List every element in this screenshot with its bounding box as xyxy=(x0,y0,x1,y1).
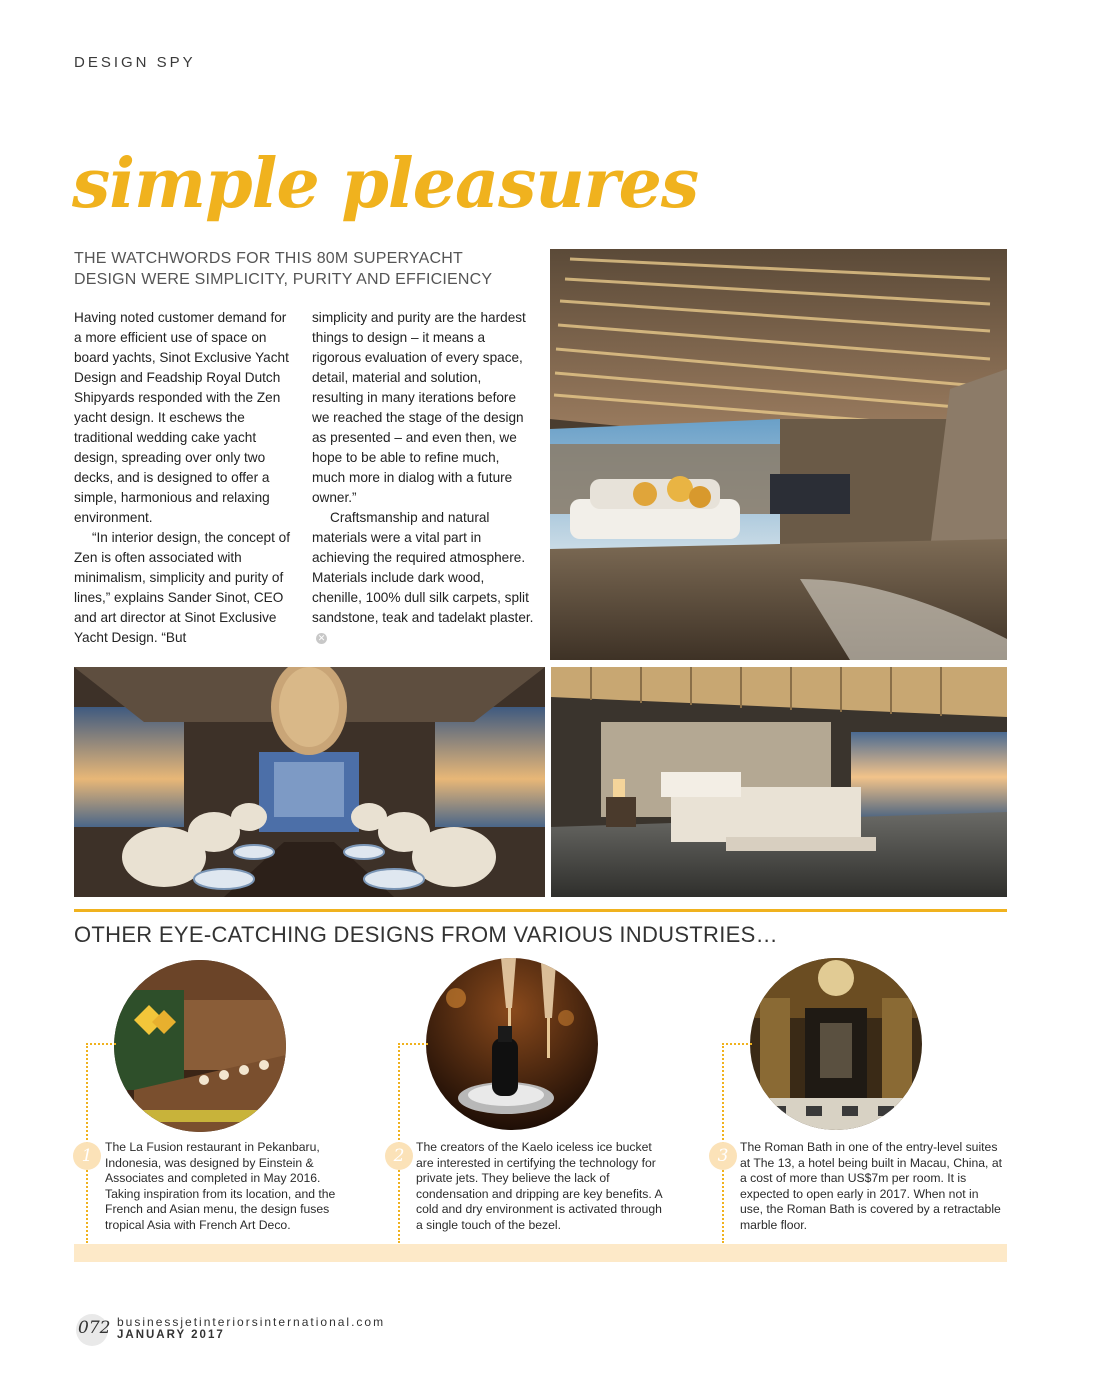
photo-la-fusion-restaurant xyxy=(114,960,286,1132)
issue-date: JANUARY 2017 xyxy=(117,1329,225,1341)
website-url: businessjetinteriorsinternational.com xyxy=(117,1315,386,1329)
footer-band xyxy=(74,1244,1007,1262)
photo-kaelo-ice-bucket xyxy=(426,958,598,1130)
page-number: 072 xyxy=(78,1318,111,1338)
body-paragraph: “In interior design, the concept of Zen is often associated with minimalism, simplicity and purity of lines,” explains Sander Sinot, CEO and art director at Sinot Exclusive Yacht Design. “But xyxy=(74,530,290,645)
item-number-badge: 2 xyxy=(385,1142,413,1170)
section-divider xyxy=(74,909,1007,912)
photo-deck-lounge xyxy=(550,249,1007,660)
item-number-badge: 3 xyxy=(709,1142,737,1170)
body-paragraph xyxy=(312,508,536,648)
body-paragraph-text: Craftsmanship and natural materials were a vital part in achieving the required atmosphere. Materials include dark wood, chenille, 100% dull silk carpets, split sandstone, teak and tadelakt plaster. xyxy=(312,510,534,625)
body-column-2 xyxy=(312,308,536,648)
item-number-badge: 1 xyxy=(73,1142,101,1170)
article-title: simple pleasures xyxy=(72,144,699,224)
item-caption: The creators of the Kaelo iceless ice bucket are interested in certifying the technology for private jets. They believe the lack of condensation and dripping are key benefits. A cold and dry environment is activated through a single touch of the bezel. xyxy=(416,1140,662,1232)
photo-dining-room xyxy=(74,667,545,897)
photo-bedroom xyxy=(551,667,1007,897)
section-label: DESIGN SPY xyxy=(74,54,196,71)
dotted-connector xyxy=(722,1043,752,1045)
body-paragraph: simplicity and purity are the hardest things to design – it means a rigorous evaluation of every space, detail, material and solution, resulting in many iterations before we reached the stage of the design as presented – and even then, we hope to be able to refine much, much more in dialog with a future owner.” xyxy=(312,310,526,505)
photo-roman-bath xyxy=(750,958,922,1130)
standfirst: THE WATCHWORDS FOR THIS 80M SUPERYACHT DESIGN WERE SIMPLICITY, PURITY AND EFFICIENCY xyxy=(74,250,493,288)
body-column-1 xyxy=(74,308,296,648)
other-designs-heading: OTHER EYE-CATCHING DESIGNS FROM VARIOUS INDUSTRIES… xyxy=(74,922,778,947)
dotted-connector xyxy=(86,1043,116,1045)
item-caption: The Roman Bath in one of the entry-level suites at The 13, a hotel being built in Macau, China, at a cost of more than US$7m per room. It is expected to open early in 2017. When not in use, the Roman Bath is covered by a retractable marble floor. xyxy=(740,1140,1002,1232)
end-mark-icon: ✕ xyxy=(317,632,326,643)
item-caption: The La Fusion restaurant in Pekanbaru, Indonesia, was designed by Einstein & Associates and completed in May 2016. Taking inspiration from its location, and the French and Asian menu, the design fuses tropical Asia with French Art Deco. xyxy=(105,1140,336,1232)
dotted-connector xyxy=(398,1043,428,1045)
body-paragraph: Having noted customer demand for a more efficient use of space on board yachts, Sinot Exclusive Yacht Design and Feadship Royal Dutch Shipyards responded with the Zen yacht design. It eschews the traditional wedding cake yacht design, spreading over only two decks, and is designed to offer a simple, harmonious and relaxing environment. xyxy=(74,310,289,525)
